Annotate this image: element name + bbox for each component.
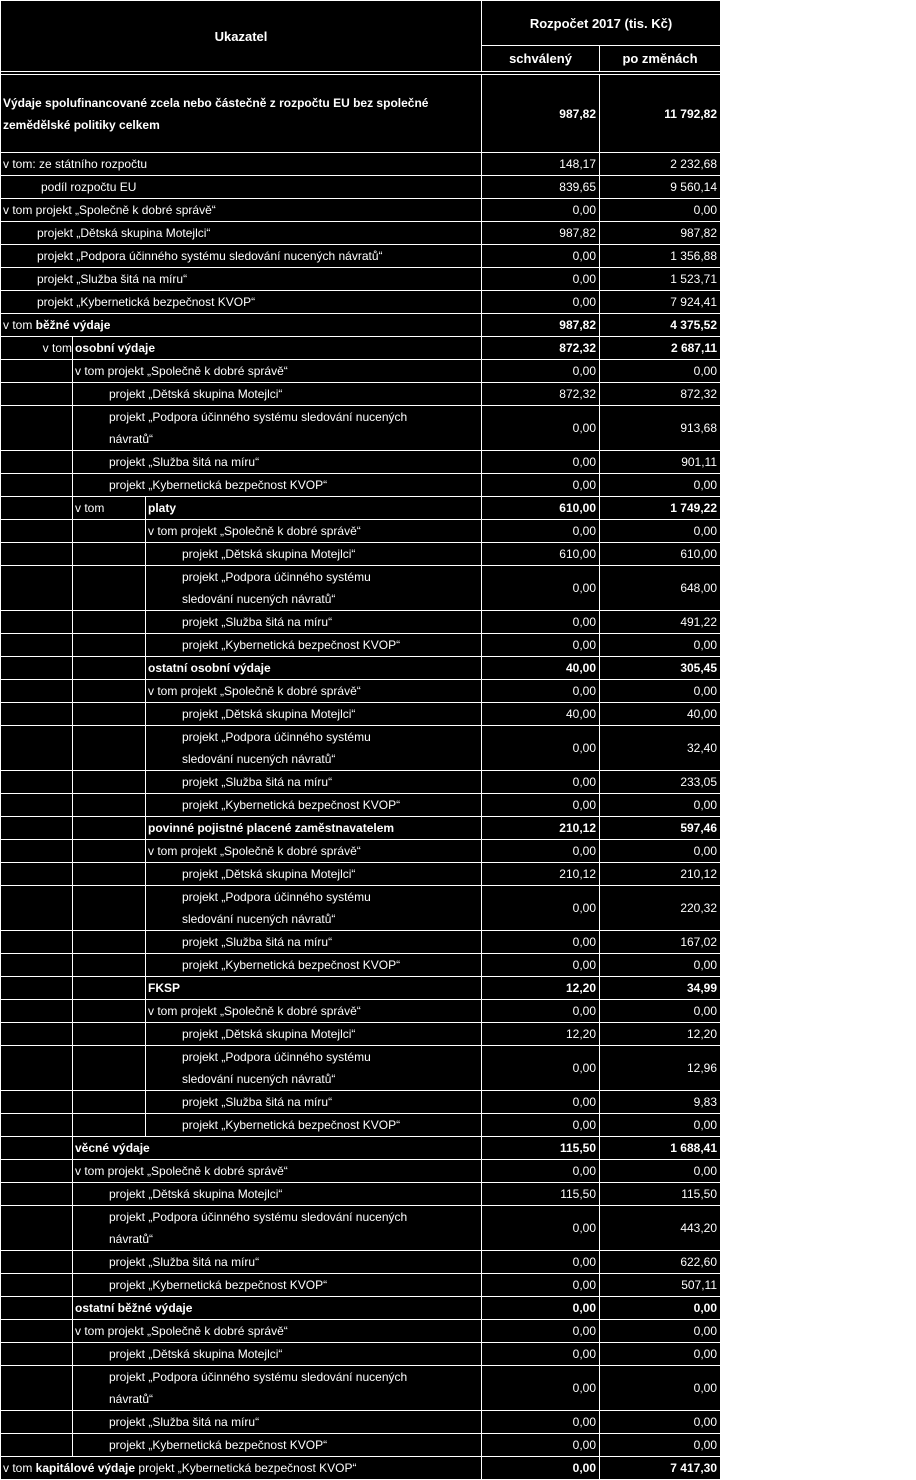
value-approved: 0,00 [482, 931, 600, 954]
value-after-changes: 0,00 [600, 1297, 721, 1320]
value-approved: 0,00 [482, 840, 600, 863]
row-label: projekt „Dětská skupina Motejlci“ [73, 1343, 482, 1366]
value-approved: 0,00 [482, 1046, 600, 1091]
row-label: projekt „Kybernetická bezpečnost KVOP“ [146, 1114, 482, 1137]
value-after-changes: 443,20 [600, 1206, 721, 1251]
value-approved: 0,00 [482, 886, 600, 931]
table-row [1, 543, 721, 566]
value-after-changes: 0,00 [600, 840, 721, 863]
value-after-changes: 1 523,71 [600, 268, 721, 291]
indent-cell [1, 1251, 73, 1274]
table-row [1, 1366, 721, 1411]
row-label: projekt „Podpora účinného systému sledování nucených návratů“ [146, 1046, 482, 1091]
indent-cell [73, 1023, 146, 1046]
value-approved: 0,00 [482, 680, 600, 703]
value-after-changes: 0,00 [600, 474, 721, 497]
row-prefix: v tom [73, 497, 146, 520]
value-approved: 0,00 [482, 1000, 600, 1023]
indent-cell [1, 451, 73, 474]
indent-cell [1, 840, 73, 863]
indent-cell [1, 1206, 73, 1251]
value-after-changes: 7 417,30 [600, 1457, 721, 1480]
value-after-changes: 622,60 [600, 1251, 721, 1274]
value-approved: 0,00 [482, 566, 600, 611]
value-after-changes: 2 232,68 [600, 153, 721, 176]
indent-cell [1, 1137, 73, 1160]
value-approved: 0,00 [482, 726, 600, 771]
row-label: projekt „Dětská skupina Motejlci“ [1, 222, 482, 245]
value-after-changes: 0,00 [600, 1000, 721, 1023]
table-row [1, 1160, 721, 1183]
value-approved: 0,00 [482, 1411, 600, 1434]
row-label: věcné výdaje [73, 1137, 482, 1160]
value-after-changes: 491,22 [600, 611, 721, 634]
row-label: projekt „Služba šitá na míru“ [73, 1251, 482, 1274]
value-after-changes: 9,83 [600, 1091, 721, 1114]
value-after-changes: 220,32 [600, 886, 721, 931]
row-label: projekt „Služba šitá na míru“ [146, 1091, 482, 1114]
row-label: projekt „Dětská skupina Motejlci“ [146, 1023, 482, 1046]
value-after-changes: 210,12 [600, 863, 721, 886]
indent-cell [1, 771, 73, 794]
row-label: projekt „Podpora účinného systému sledování nucených návratů“ [146, 566, 482, 611]
row-label: projekt „Podpora účinného systému sledování nucených návratů“ [73, 1366, 482, 1411]
indent-cell [1, 1411, 73, 1434]
indent-cell [1, 794, 73, 817]
row-label: povinné pojistné placené zaměstnavatelem [146, 817, 482, 840]
indent-cell [73, 611, 146, 634]
row-label-bold: běžné výdaje [35, 318, 111, 332]
indent-cell [1, 360, 73, 383]
table-row [1, 726, 721, 771]
row-label: projekt „Kybernetická bezpečnost KVOP“ [73, 1434, 482, 1457]
indent-cell [1, 520, 73, 543]
value-after-changes: 0,00 [600, 360, 721, 383]
indent-cell [73, 520, 146, 543]
row-label: ostatní běžné výdaje [73, 1297, 482, 1320]
table-row [1, 703, 721, 726]
value-approved: 0,00 [482, 1297, 600, 1320]
row-label: projekt „Dětská skupina Motejlci“ [146, 543, 482, 566]
indent-cell [1, 1434, 73, 1457]
indent-cell [1, 1023, 73, 1046]
table-row [1, 153, 721, 176]
indent-cell [73, 680, 146, 703]
table-row [1, 1251, 721, 1274]
value-after-changes: 610,00 [600, 543, 721, 566]
indent-cell [1, 566, 73, 611]
indent-cell [1, 931, 73, 954]
indent-cell [1, 703, 73, 726]
value-approved: 0,00 [482, 634, 600, 657]
row-label: projekt „Podpora účinného systému sledování nucených návratů“ [146, 726, 482, 771]
value-approved: 0,00 [482, 1343, 600, 1366]
value-approved: 0,00 [482, 245, 600, 268]
indent-cell [73, 771, 146, 794]
table-row [1, 1091, 721, 1114]
table-row [1, 931, 721, 954]
value-approved: 0,00 [482, 1457, 600, 1480]
value-approved: 0,00 [482, 451, 600, 474]
value-after-changes: 0,00 [600, 1411, 721, 1434]
value-after-changes: 0,00 [600, 1320, 721, 1343]
value-after-changes: 115,50 [600, 1183, 721, 1206]
indent-cell [1, 611, 73, 634]
table-row [1, 360, 721, 383]
value-approved: 0,00 [482, 794, 600, 817]
indent-cell [73, 794, 146, 817]
table-row [1, 840, 721, 863]
indent-cell [1, 657, 73, 680]
value-approved: 987,82 [482, 75, 600, 153]
table-row [1, 634, 721, 657]
table-row [1, 566, 721, 611]
row-label: projekt „Kybernetická bezpečnost KVOP“ [146, 794, 482, 817]
row-label: projekt „Služba šitá na míru“ [73, 1411, 482, 1434]
row-label: v tom projekt „Společně k dobré správě“ [146, 680, 482, 703]
indent-cell [73, 1000, 146, 1023]
table-row [1, 176, 721, 199]
value-after-changes: 648,00 [600, 566, 721, 611]
row-label: projekt „Podpora účinného systému sledování nucených návratů“ [73, 1206, 482, 1251]
indent-cell [73, 566, 146, 611]
header-budget: Rozpočet 2017 (tis. Kč) [482, 1, 721, 46]
table-row [1, 886, 721, 931]
value-after-changes: 507,11 [600, 1274, 721, 1297]
indent-cell [1, 1114, 73, 1137]
table-row [1, 1434, 721, 1457]
value-after-changes: 1 688,41 [600, 1137, 721, 1160]
value-approved: 0,00 [482, 1274, 600, 1297]
value-approved: 0,00 [482, 291, 600, 314]
indent-cell [1, 1366, 73, 1411]
value-after-changes: 0,00 [600, 794, 721, 817]
row-label: projekt „Dětská skupina Motejlci“ [73, 383, 482, 406]
row-label: v tom projekt „Společně k dobré správě“ [1, 199, 482, 222]
value-approved: 0,00 [482, 474, 600, 497]
value-after-changes: 0,00 [600, 199, 721, 222]
table-row [1, 245, 721, 268]
row-label: v tom: ze státního rozpočtu [1, 153, 482, 176]
value-after-changes: 34,99 [600, 977, 721, 1000]
indent-cell [1, 1160, 73, 1183]
row-label: projekt „Služba šitá na míru“ [146, 931, 482, 954]
table-row [1, 954, 721, 977]
value-after-changes: 11 792,82 [600, 75, 721, 153]
row-label: projekt „Podpora účinného systému sledování nucených návratů“ [73, 406, 482, 451]
indent-cell [73, 634, 146, 657]
value-approved: 610,00 [482, 497, 600, 520]
indent-cell [1, 383, 73, 406]
indent-cell [1, 1000, 73, 1023]
indent-cell [1, 1091, 73, 1114]
value-after-changes: 987,82 [600, 222, 721, 245]
value-approved: 872,32 [482, 337, 600, 360]
indent-cell [73, 1046, 146, 1091]
table-row [1, 268, 721, 291]
indent-cell [73, 657, 146, 680]
row-label: projekt „Dětská skupina Motejlci“ [73, 1183, 482, 1206]
value-approved: 0,00 [482, 1434, 600, 1457]
table-row [1, 520, 721, 543]
table-row [1, 383, 721, 406]
indent-cell [1, 634, 73, 657]
value-after-changes: 167,02 [600, 931, 721, 954]
table-row [1, 863, 721, 886]
indent-cell [73, 840, 146, 863]
value-approved: 987,82 [482, 222, 600, 245]
table-row [1, 1114, 721, 1137]
value-after-changes: 7 924,41 [600, 291, 721, 314]
value-after-changes: 40,00 [600, 703, 721, 726]
row-label [1, 1457, 482, 1480]
header-approved: schválený [482, 46, 600, 72]
table-row [1, 1320, 721, 1343]
row-label: v tom projekt „Společně k dobré správě“ [146, 840, 482, 863]
header-row [1, 1, 721, 46]
indent-cell [73, 543, 146, 566]
value-approved: 0,00 [482, 1320, 600, 1343]
table-row [1, 794, 721, 817]
value-approved: 0,00 [482, 1114, 600, 1137]
table-row [1, 1297, 721, 1320]
value-after-changes: 0,00 [600, 520, 721, 543]
value-after-changes: 0,00 [600, 1343, 721, 1366]
indent-cell [73, 726, 146, 771]
value-approved: 0,00 [482, 1366, 600, 1411]
indent-cell [73, 817, 146, 840]
indent-cell [1, 1343, 73, 1366]
table-row [1, 771, 721, 794]
row-label [1, 314, 482, 337]
row-label: v tom projekt „Společně k dobré správě“ [73, 1320, 482, 1343]
value-approved: 210,12 [482, 817, 600, 840]
row-label: projekt „Služba šitá na míru“ [73, 451, 482, 474]
row-label: platy [146, 497, 482, 520]
value-approved: 0,00 [482, 1251, 600, 1274]
row-label: projekt „Kybernetická bezpečnost KVOP“ [73, 474, 482, 497]
indent-cell [1, 863, 73, 886]
indent-cell [1, 474, 73, 497]
value-approved: 987,82 [482, 314, 600, 337]
value-approved: 0,00 [482, 199, 600, 222]
row-label: projekt „Služba šitá na míru“ [146, 771, 482, 794]
header-indicator: Ukazatel [1, 1, 482, 72]
indent-cell [1, 954, 73, 977]
row-label: projekt „Služba šitá na míru“ [146, 611, 482, 634]
value-approved: 40,00 [482, 703, 600, 726]
value-after-changes: 32,40 [600, 726, 721, 771]
indent-cell [1, 886, 73, 931]
indent-cell [1, 977, 73, 1000]
row-label: projekt „Kybernetická bezpečnost KVOP“ [146, 634, 482, 657]
indent-cell [1, 680, 73, 703]
value-after-changes: 2 687,11 [600, 337, 721, 360]
indent-cell [1, 1297, 73, 1320]
table-row [1, 337, 721, 360]
table-row [1, 222, 721, 245]
table-row [1, 1457, 721, 1480]
value-approved: 0,00 [482, 771, 600, 794]
value-approved: 210,12 [482, 863, 600, 886]
table-row [1, 199, 721, 222]
row-prefix: v tom [1, 337, 73, 360]
value-approved: 0,00 [482, 406, 600, 451]
indent-cell [1, 406, 73, 451]
row-prefix: v tom [3, 1461, 36, 1475]
value-after-changes: 233,05 [600, 771, 721, 794]
table-row [1, 497, 721, 520]
row-label: projekt „Kybernetická bezpečnost KVOP“ [146, 954, 482, 977]
indent-cell [1, 817, 73, 840]
indent-cell [73, 977, 146, 1000]
row-label-bold: kapitálové výdaje [35, 1461, 136, 1475]
value-approved: 839,65 [482, 176, 600, 199]
indent-cell [73, 1114, 146, 1137]
table-row [1, 611, 721, 634]
table-row [1, 406, 721, 451]
table-row [1, 1274, 721, 1297]
value-approved: 12,20 [482, 977, 600, 1000]
table-row [1, 1343, 721, 1366]
table-row [1, 1000, 721, 1023]
value-approved: 0,00 [482, 268, 600, 291]
row-label: projekt „Služba šitá na míru“ [1, 268, 482, 291]
table-row [1, 1206, 721, 1251]
value-after-changes: 872,32 [600, 383, 721, 406]
row-suffix: projekt „Kybernetická bezpečnost KVOP“ [135, 1461, 357, 1475]
row-label: v tom projekt „Společně k dobré správě“ [146, 1000, 482, 1023]
value-approved: 0,00 [482, 1160, 600, 1183]
value-after-changes: 597,46 [600, 817, 721, 840]
table-row [1, 1137, 721, 1160]
row-label: ostatní osobní výdaje [146, 657, 482, 680]
row-label: projekt „Kybernetická bezpečnost KVOP“ [73, 1274, 482, 1297]
row-label: osobní výdaje [73, 337, 482, 360]
value-after-changes: 0,00 [600, 954, 721, 977]
value-approved: 115,50 [482, 1137, 600, 1160]
value-approved: 0,00 [482, 360, 600, 383]
value-after-changes: 0,00 [600, 1114, 721, 1137]
value-after-changes: 0,00 [600, 1366, 721, 1411]
value-approved: 115,50 [482, 1183, 600, 1206]
value-after-changes: 305,45 [600, 657, 721, 680]
indent-cell [1, 726, 73, 771]
value-approved: 12,20 [482, 1023, 600, 1046]
indent-cell [73, 1091, 146, 1114]
value-approved: 0,00 [482, 1206, 600, 1251]
value-after-changes: 12,96 [600, 1046, 721, 1091]
row-label: projekt „Kybernetická bezpečnost KVOP“ [1, 291, 482, 314]
row-label: projekt „Dětská skupina Motejlci“ [146, 703, 482, 726]
table-row [1, 75, 721, 153]
indent-cell [73, 931, 146, 954]
value-approved: 0,00 [482, 520, 600, 543]
value-approved: 0,00 [482, 611, 600, 634]
indent-cell [1, 1320, 73, 1343]
row-label: FKSP [146, 977, 482, 1000]
row-label: v tom projekt „Společně k dobré správě“ [73, 360, 482, 383]
row-label: Výdaje spolufinancované zcela nebo částečně z rozpočtu EU bez společné zemědělské politiky celkem [1, 75, 482, 153]
value-after-changes: 1 749,22 [600, 497, 721, 520]
table-row [1, 451, 721, 474]
indent-cell [1, 1183, 73, 1206]
row-label: projekt „Podpora účinného systému sledování nucených návratů“ [146, 886, 482, 931]
indent-cell [1, 497, 73, 520]
value-after-changes: 913,68 [600, 406, 721, 451]
value-after-changes: 901,11 [600, 451, 721, 474]
value-approved: 40,00 [482, 657, 600, 680]
value-after-changes: 0,00 [600, 1434, 721, 1457]
row-label: projekt „Podpora účinného systému sledování nucených návratů“ [1, 245, 482, 268]
value-approved: 148,17 [482, 153, 600, 176]
value-after-changes: 12,20 [600, 1023, 721, 1046]
indent-cell [73, 703, 146, 726]
table-row [1, 657, 721, 680]
table-row [1, 474, 721, 497]
table-row [1, 1183, 721, 1206]
indent-cell [1, 1046, 73, 1091]
indent-cell [1, 1274, 73, 1297]
value-approved: 0,00 [482, 1091, 600, 1114]
row-label: v tom projekt „Společně k dobré správě“ [146, 520, 482, 543]
value-after-changes: 0,00 [600, 634, 721, 657]
row-label: podíl rozpočtu EU [1, 176, 482, 199]
indent-cell [73, 954, 146, 977]
indent-cell [1, 543, 73, 566]
indent-cell [73, 886, 146, 931]
table-row [1, 817, 721, 840]
table-row [1, 680, 721, 703]
value-approved: 0,00 [482, 954, 600, 977]
value-after-changes: 4 375,52 [600, 314, 721, 337]
indent-cell [73, 863, 146, 886]
value-after-changes: 0,00 [600, 680, 721, 703]
table-row [1, 1411, 721, 1434]
row-label: projekt „Dětská skupina Motejlci“ [146, 863, 482, 886]
value-after-changes: 1 356,88 [600, 245, 721, 268]
table-row [1, 314, 721, 337]
value-approved: 610,00 [482, 543, 600, 566]
row-prefix: v tom [3, 318, 36, 332]
table-row [1, 977, 721, 1000]
value-after-changes: 9 560,14 [600, 176, 721, 199]
table-row [1, 1023, 721, 1046]
header-after-changes: po změnách [600, 46, 721, 72]
value-approved: 872,32 [482, 383, 600, 406]
table-row [1, 1046, 721, 1091]
value-after-changes: 0,00 [600, 1160, 721, 1183]
table-row [1, 291, 721, 314]
row-label: v tom projekt „Společně k dobré správě“ [73, 1160, 482, 1183]
